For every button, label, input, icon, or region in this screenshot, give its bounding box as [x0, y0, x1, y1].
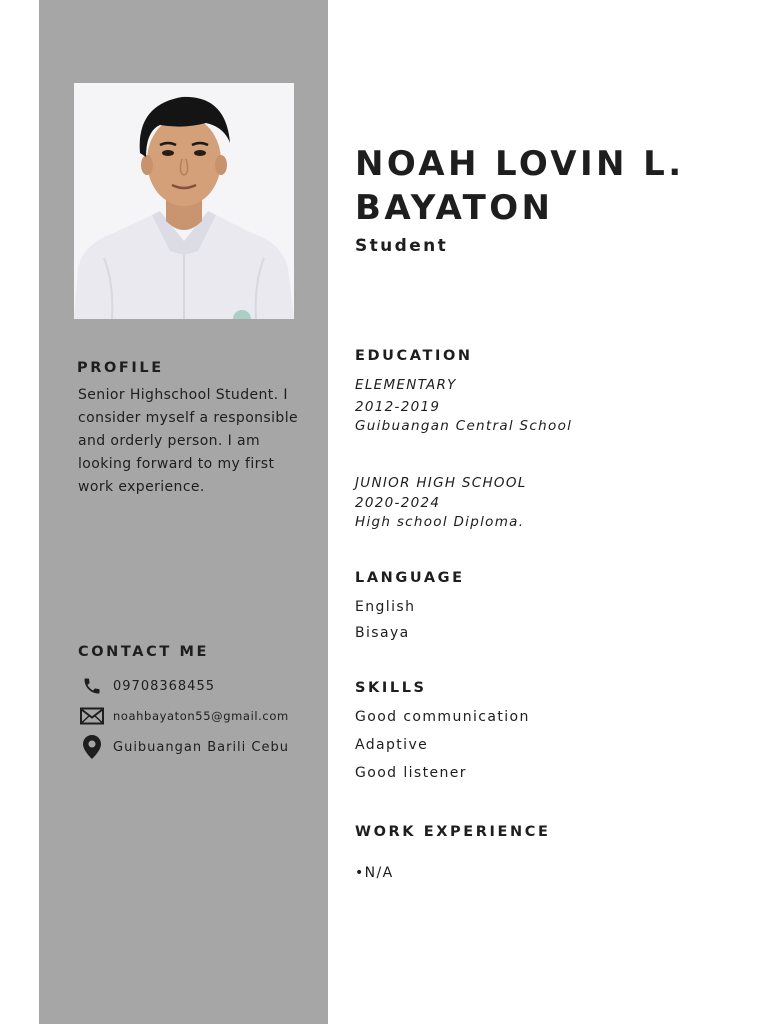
phone-icon — [80, 674, 104, 698]
profile-heading: PROFILE — [77, 360, 164, 376]
skills-heading: SKILLS — [355, 680, 427, 696]
profile-text: Senior Highschool Student. I consider myself a responsible and orderly person. I am looking forward to my first work experience. — [78, 387, 299, 495]
education-school: High school Diploma. — [355, 514, 525, 530]
education-years: 2012-2019 — [355, 399, 441, 415]
contact-email-row — [80, 704, 289, 728]
location-pin-icon — [80, 735, 104, 759]
skill-item: Adaptive — [355, 737, 429, 753]
profile-photo — [74, 83, 294, 319]
education-heading: EDUCATION — [355, 348, 473, 364]
work-experience-heading: WORK EXPERIENCE — [355, 824, 551, 840]
contact-heading: CONTACT ME — [78, 644, 210, 660]
education-years: 2020-2024 — [355, 495, 441, 511]
contact-address-row — [80, 735, 289, 759]
phone-number: 09708368455 — [113, 678, 215, 694]
full-name: NOAH LOVIN L. BAYATON — [355, 144, 685, 228]
mail-icon — [80, 704, 104, 728]
language-item: Bisaya — [355, 625, 410, 641]
skill-item: Good communication — [355, 709, 530, 725]
skill-item: Good listener — [355, 765, 467, 781]
home-address: Guibuangan Barili Cebu — [113, 739, 289, 755]
language-heading: LANGUAGE — [355, 570, 465, 586]
email-address: noahbayaton55@gmail.com — [113, 709, 289, 723]
education-level: ELEMENTARY — [355, 377, 457, 393]
work-experience-text: •N/A — [355, 865, 394, 881]
job-title: Student — [355, 236, 449, 256]
language-item: English — [355, 599, 416, 615]
contact-phone-row — [80, 674, 215, 698]
education-level: JUNIOR HIGH SCHOOL — [355, 475, 527, 491]
education-school: Guibuangan Central School — [355, 418, 573, 434]
